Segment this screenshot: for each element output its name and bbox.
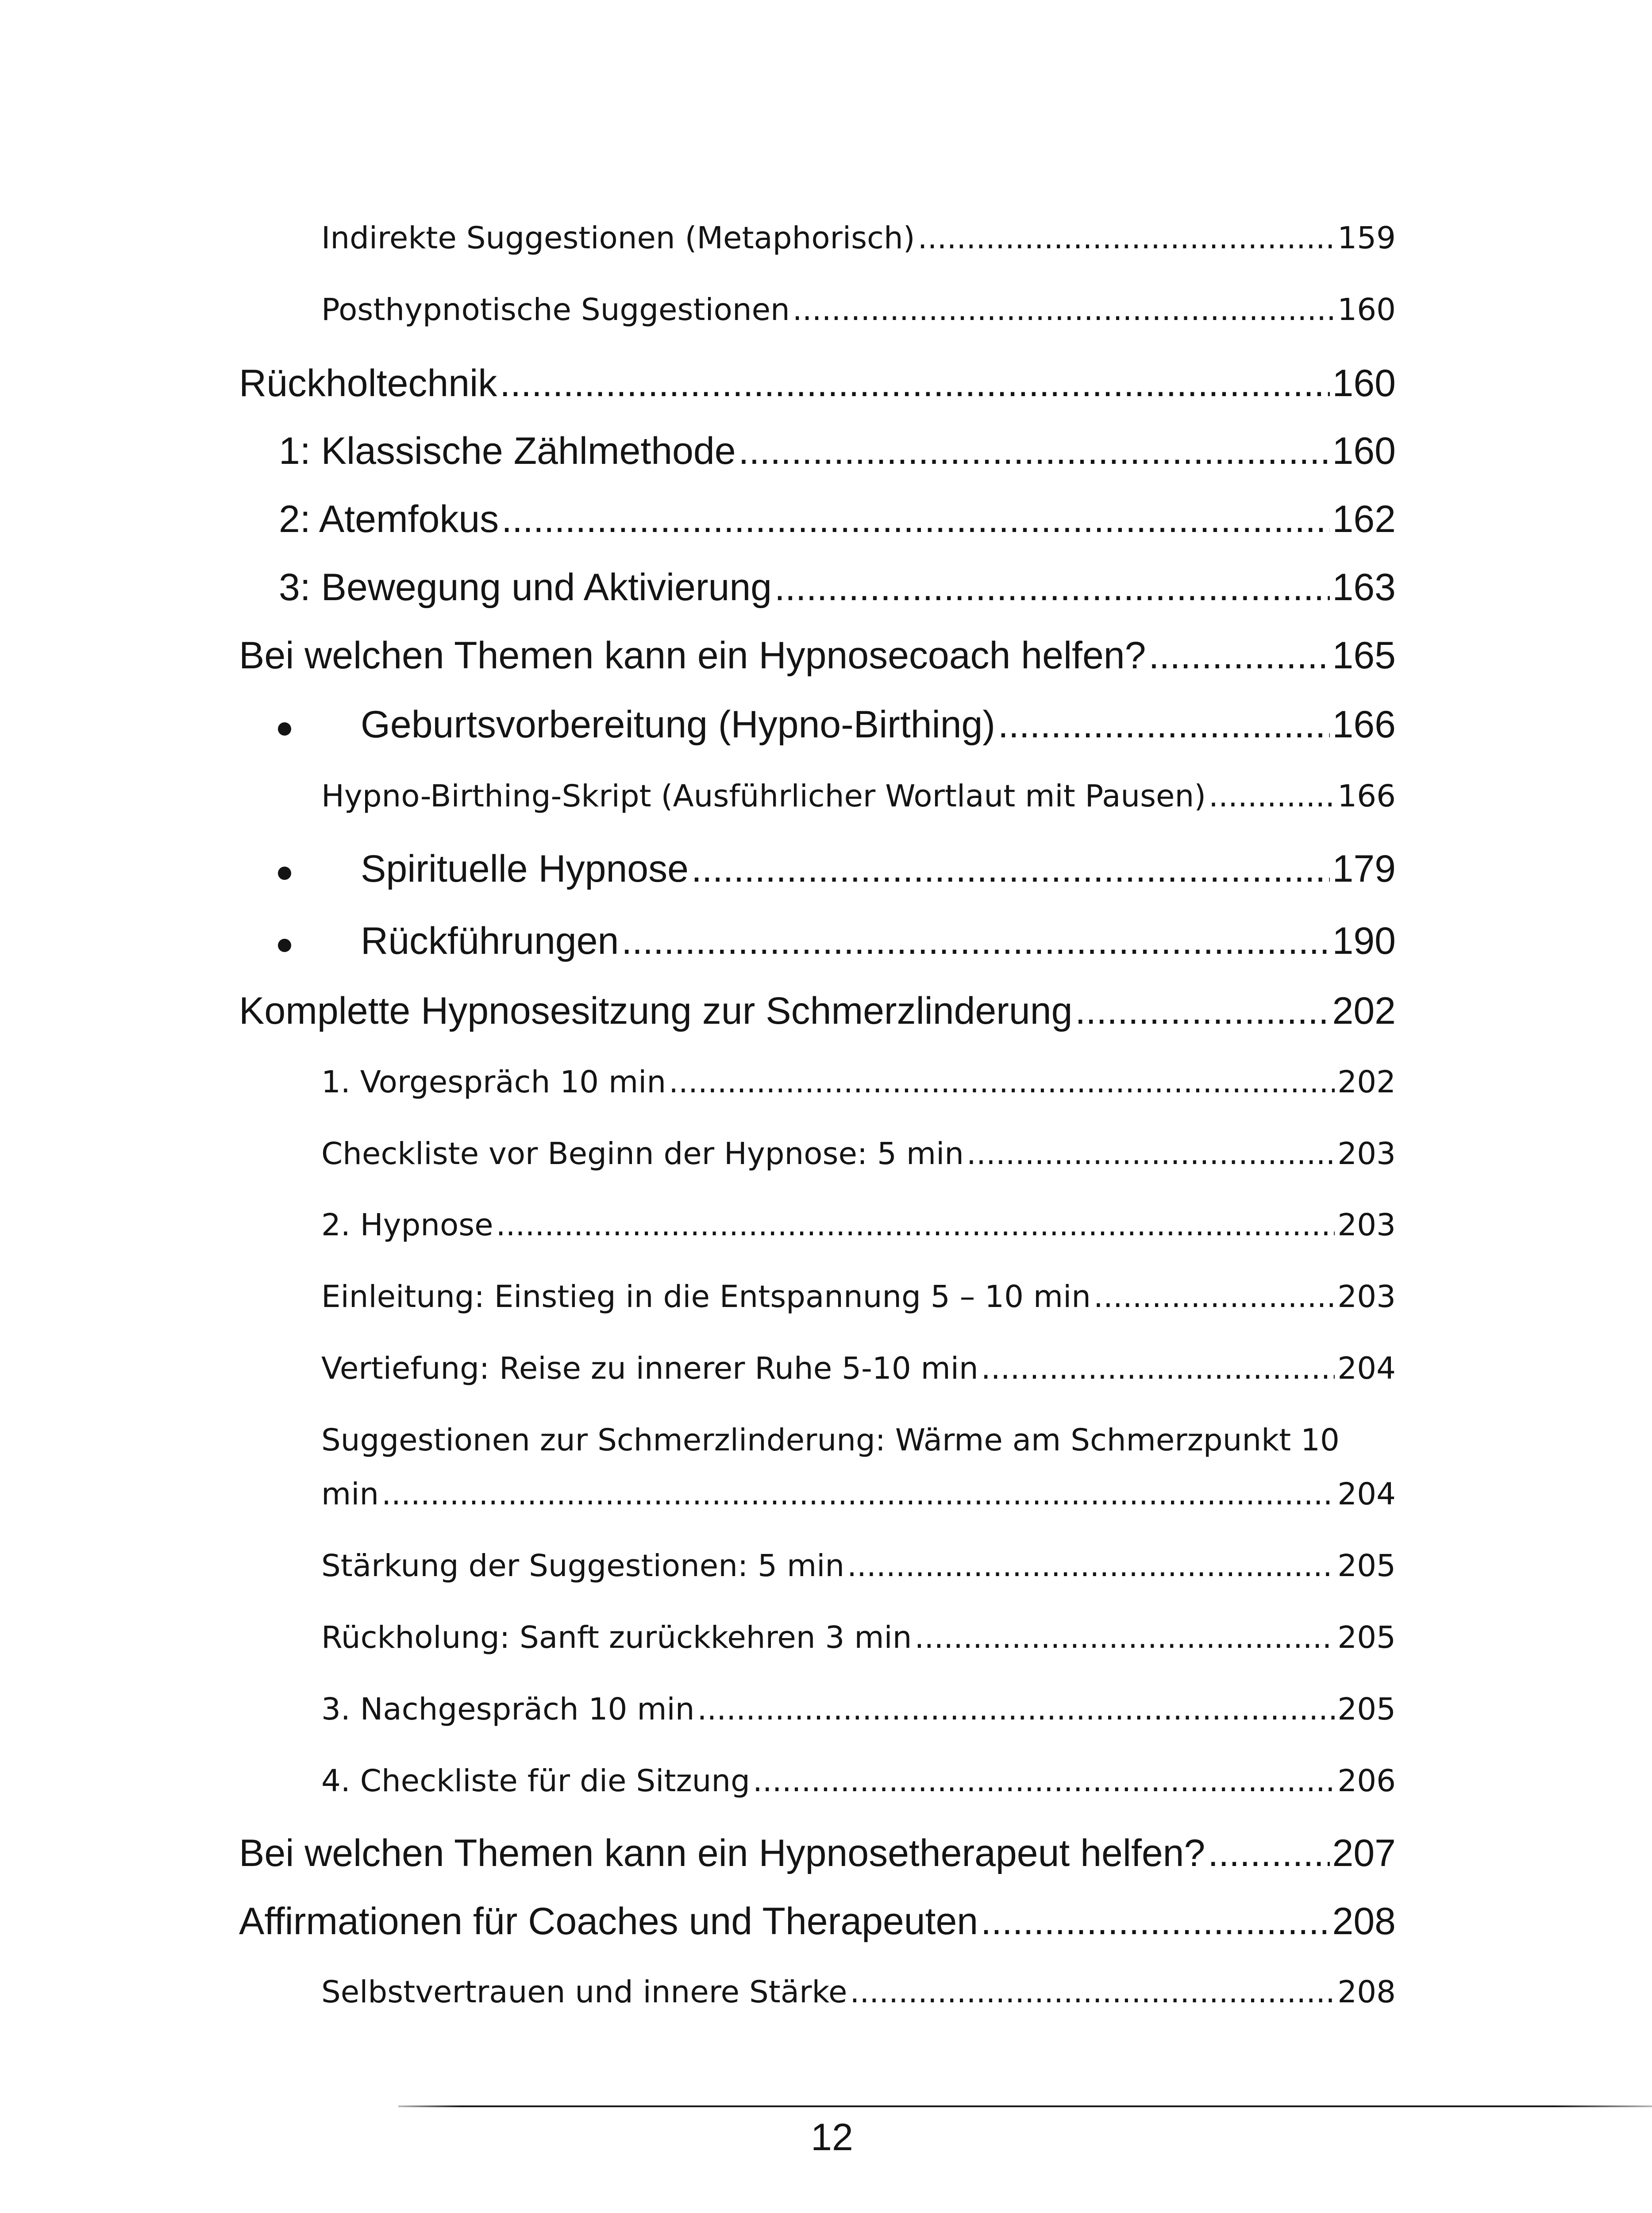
toc-entry-label: Bei welchen Themen kann ein Hypnosetherapeut helfen? [239,1832,1205,1874]
toc-entry-label: Hypno-Birthing-Skript (Ausführlicher Wortlaut mit Pausen) [321,779,1206,814]
toc-page-number: 159 [1337,220,1396,256]
toc-entry-label: Indirekte Suggestionen (Metaphorisch) [321,220,915,256]
toc-page-number: 166 [1332,703,1396,746]
toc-entry-label: 4. Checkliste für die Sitzung [321,1763,750,1799]
toc-entry-label: Rückholtechnik [239,362,497,405]
toc-leader-dots [918,220,1335,256]
toc-leader-dots [914,1620,1335,1655]
toc-entry[interactable] [321,1548,1396,1584]
toc-page-number: 204 [1337,1477,1396,1512]
toc-entry[interactable] [321,779,1396,814]
toc-entry-label: Stärkung der Suggestionen: 5 min [321,1548,845,1584]
footer-divider [398,2105,1652,2107]
toc-leader-dots [739,429,1330,473]
toc-leader-dots [621,919,1329,963]
toc-leader-dots [1094,1279,1335,1315]
toc-page-number: 208 [1337,1974,1396,2010]
toc-entry-label: Checkliste vor Beginn der Hypnose: 5 min [321,1136,964,1172]
toc-page-number: 160 [1337,292,1396,328]
toc-entry-label: 2. Hypnose [321,1207,493,1243]
toc-page-number: 205 [1337,1620,1396,1655]
toc-leader-dots [981,1351,1335,1386]
toc-entry[interactable] [361,847,1396,891]
toc-leader-dots [500,362,1329,405]
toc-entry[interactable] [361,919,1396,963]
toc-entry-label: Bei welchen Themen kann ein Hypnosecoach helfen? [239,634,1146,677]
toc-entry-label: Spirituelle Hypnose [361,848,689,890]
toc-page-number: 179 [1332,848,1396,890]
toc-page-number: 160 [1332,430,1396,472]
toc-leader-dots [1208,1831,1329,1875]
toc-entry-label: Komplette Hypnosesitzung zur Schmerzlinderung [239,990,1073,1032]
toc-entry-label: Einleitung: Einstieg in die Entspannung 5 – 10 min [321,1279,1091,1315]
toc-entry[interactable] [239,634,1396,678]
toc-page-number: 166 [1337,779,1396,814]
toc-page-number: 203 [1337,1207,1396,1243]
toc-entry-label: Selbstvertrauen und innere Stärke [321,1974,847,2010]
toc-entry-label: Affirmationen für Coaches und Therapeuten [239,1900,978,1943]
bullet-icon [278,939,291,952]
toc-page-number: 205 [1337,1692,1396,1727]
toc-entry-label: 3. Nachgespräch 10 min [321,1692,695,1727]
toc-entry-label: Rückführungen [361,920,619,962]
toc-entry-label: 1. Vorgespräch 10 min [321,1064,666,1100]
toc-entry[interactable] [321,1620,1396,1655]
toc-entry[interactable] [239,989,1396,1033]
toc-leader-dots [501,497,1329,541]
bullet-icon [278,722,291,736]
toc-leader-dots [774,566,1329,609]
toc-leader-dots [967,1136,1335,1172]
toc-entry[interactable] [239,362,1396,405]
toc-entry[interactable] [321,1207,1396,1243]
toc-entry[interactable] [239,1831,1396,1875]
toc-page-number: 206 [1337,1763,1396,1799]
toc-leader-dots [998,703,1330,747]
toc-leader-dots [697,1692,1335,1727]
toc-page-number: 205 [1337,1548,1396,1584]
toc-entry[interactable] [239,1900,1396,1943]
toc-leader-dots [850,1974,1335,2010]
toc-entry-label: Posthypnotische Suggestionen [321,292,790,328]
toc-page-number: 208 [1332,1900,1396,1943]
toc-entry[interactable] [321,1064,1396,1100]
toc-entry-label: Vertiefung: Reise zu innerer Ruhe 5-10 min [321,1351,978,1386]
toc-page-number: 202 [1332,990,1396,1032]
toc-entry-label: 2: Atemfokus [279,498,499,540]
toc-entry[interactable] [321,1692,1396,1727]
toc-leader-dots [793,292,1335,328]
toc-leader-dots [981,1900,1329,1943]
toc-entry[interactable] [279,429,1396,473]
toc-entry[interactable] [279,566,1396,609]
toc-leader-dots [691,847,1330,891]
toc-page-number: 162 [1332,498,1396,540]
toc-entry[interactable] [321,1136,1396,1172]
bullet-icon [278,867,291,880]
toc-page-number: 204 [1337,1351,1396,1386]
toc-entry-label: Rückholung: Sanft zurückkehren 3 min [321,1620,912,1655]
toc-leader-dots [753,1763,1335,1799]
toc-entry-label: min [321,1477,379,1512]
toc-entry-label: Geburtsvorbereitung (Hypno-Birthing) [361,703,995,746]
toc-entry[interactable] [321,1279,1396,1315]
toc-leader-dots [669,1064,1335,1100]
toc-entry[interactable] [321,220,1396,256]
toc-leader-dots [1075,989,1329,1033]
toc-page-number: 207 [1332,1832,1396,1874]
toc-leader-dots [496,1207,1335,1243]
toc-page-number: 165 [1332,634,1396,677]
toc-leader-dots [381,1477,1335,1512]
toc-page-number: 160 [1332,362,1396,405]
toc-entry-label: 3: Bewegung und Aktivierung [279,566,772,609]
toc-page-number: 203 [1337,1279,1396,1315]
toc-page-number: 163 [1332,566,1396,609]
toc-entry[interactable] [321,1974,1396,2010]
toc-page-number: 202 [1337,1064,1396,1100]
toc-entry[interactable] [279,497,1396,541]
toc-page-number: 190 [1332,920,1396,962]
toc-leader-dots [1209,779,1335,814]
toc-entry-label: 1: Klassische Zählmethode [279,430,736,472]
toc-entry[interactable] [321,1351,1396,1386]
toc-entry[interactable] [321,292,1396,328]
toc-page-number: 203 [1337,1136,1396,1172]
toc-entry-label-line1[interactable]: Suggestionen zur Schmerzlinderung: Wärme am Schmerzpunkt 10 [321,1423,1340,1458]
toc-entry[interactable] [321,1477,1396,1512]
toc-entry[interactable] [321,1763,1396,1799]
toc-leader-dots [847,1548,1335,1584]
toc-leader-dots [1148,634,1329,678]
footer-page-number: 12 [811,2116,853,2159]
toc-entry[interactable] [361,703,1396,747]
